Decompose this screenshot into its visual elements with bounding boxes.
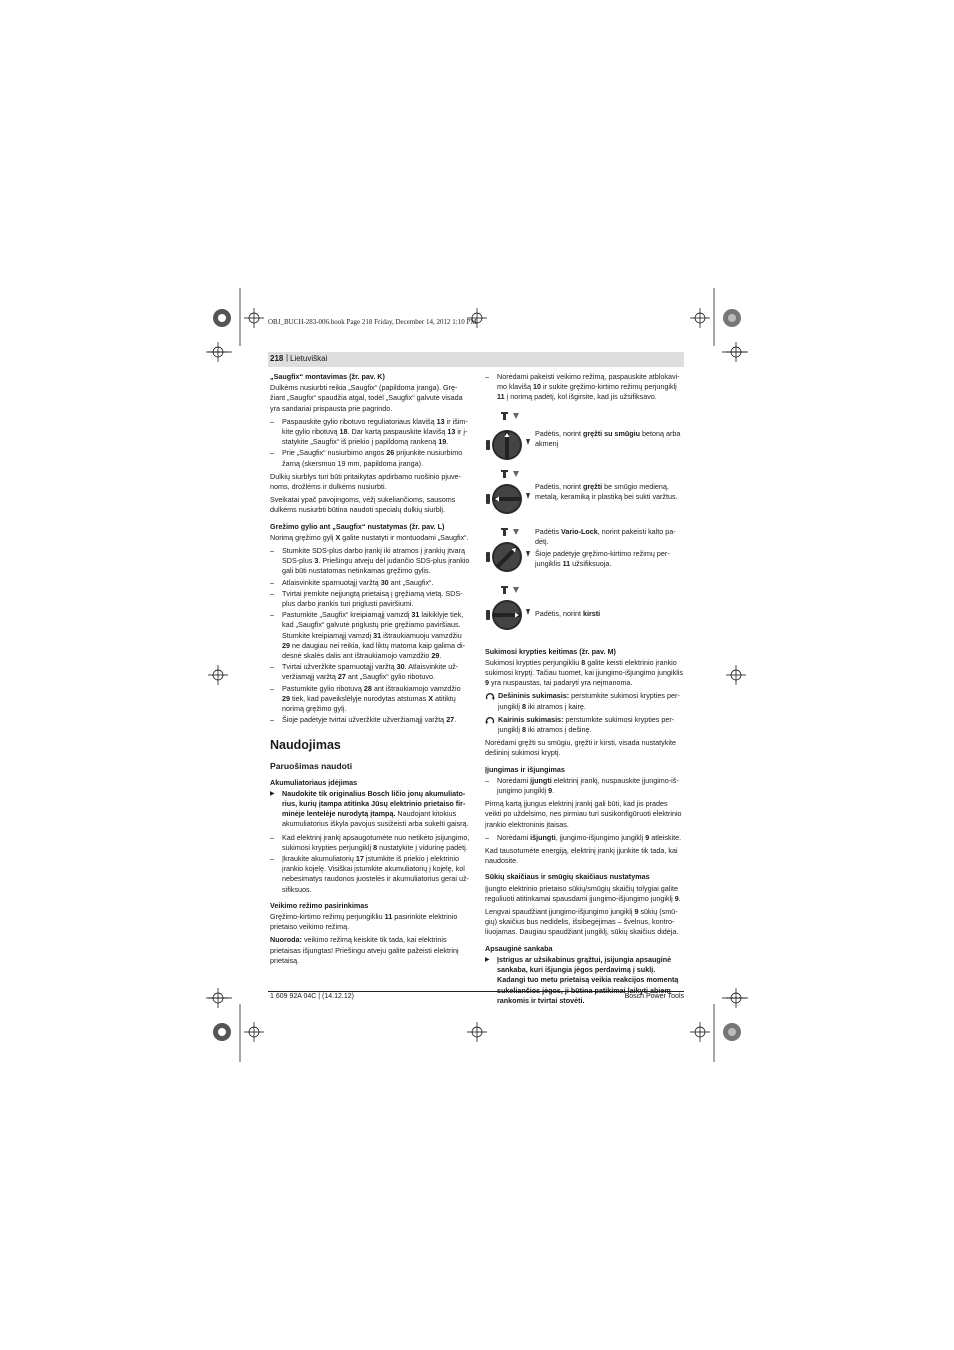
section-title: Akumuliatoriaus įdėjimas [270, 777, 358, 787]
mode-description: Šioje padėtyje gręžimo-kirtimo režimų perjungiklis 11 užsifiksuoja. [535, 548, 670, 568]
page-number: 218 [270, 354, 284, 363]
paragraph: Dulkėms nusiurbti reikia „Saugfix“ (papildoma įranga). Gręžiant „Saugfix“ spaudžia atgal, todėl „Saugfix“ galvutė visada yra sandariai prispausta prie pagrindo. [270, 383, 463, 413]
list-item: – Norėdami išjungti, įjungimo-išjungimo jungiklį 9 atleiskite. [485, 833, 685, 843]
section-title: Grežimo gylio ant „Saugfix“ nustatymas (žr. pav. L) [270, 521, 445, 531]
subchapter-heading: Paruošimas naudoti [270, 760, 353, 771]
mode-chisel [485, 583, 685, 639]
paragraph: Gręžimo-kirtimo režimų perjungikliu 11 pasirinkite elektrinio prietaiso veikimo režimą. [270, 911, 458, 932]
list-item: – Tvirtai įremkite neįjungtą prietaisą į gręžiamą vietą. SDS-plus darbo įrankis turi priglusti paviršiumi. [270, 589, 470, 609]
footer-right: Bosch Power Tools [624, 993, 684, 1000]
paragraph: Lengvai spaudžiant įjungimo-išjungimo jungiklį 9 sūkių (smūgių) skaičius bus nedidelis, išsibegėjimas – švelnus, kontroliuojamas. Daugiau spaudžiant jungiklį, sūkių skaičius didėja. [485, 907, 679, 937]
mode-selector-chisel-icon [485, 583, 533, 635]
rotation-left-item: Kairinis sukimasis: perstumkite sukimosi krypties perjungiklį 8 iki atramos į dešinę. [485, 715, 685, 735]
section-title: Sukimosi krypties keitimas (žr. pav. M) [485, 646, 616, 656]
list-item: – Šioje padėtyje tvirtai užveržkite užveržiamąjį varžtą 27. [270, 715, 470, 725]
mode-selector-drill-icon [485, 467, 533, 519]
list-item: – Paspauskite gylio ribotuvo reguliatoriaus klavišą 13 ir išimkite gylio ribotuvą 18. Dar kartą paspauskite klavišą 13 ir įstatykite „Saugfix“ iš priekio į papildomą rankeną 19. [270, 417, 470, 448]
section-title: Veikimo režimo pasirinkimas [270, 900, 369, 910]
list-item: – Pastumkite „Saugfix“ kreipiamąjį vamzdį 31 laikiklyje tiek, kad „Saugfix“ galvutė priglustų prie gręžiamo paviršiaus. Stumkite kreipiamąjį vamzdį 31 ištraukiamuoju vamzdžiu 29 ne daugiau nei reikia, kad liktų matoma kaip galima didesnė skalės dalis ant ištraukiamojo vamzdžio 29. [270, 610, 470, 661]
mode-description: Padėtis Vario-Lock, norint pakeisti kalto padėtį. [535, 526, 676, 546]
paragraph: Norėdami gręžti su smūgiu, gręžti ir kirsti, visada nustatykite dešininį sukimosi kryptį. [485, 738, 676, 758]
section-title: Įjungimas ir išjungimas [485, 764, 565, 774]
mode-drill [485, 467, 685, 523]
chapter-heading: Naudojimas [270, 737, 341, 752]
paragraph: Norimą gręžimo gylį X galite nustatyti ir montuodami „Saugfix“. [270, 532, 469, 542]
mode-description: Padėtis, norint gręžti su smūgiu betoną arba akmenį [535, 428, 681, 448]
registration-mark-bl [213, 1023, 231, 1041]
section-title: „Saugfix“ montavimas (žr. pav. K) [270, 372, 385, 381]
section-title: Sūkių skaičiaus ir smūgių skaičiaus nustatymas [485, 872, 650, 882]
list-item: – Tvirtai užveržkite sparnuotąjį varžtą 30. Atlaisvinkite užveržiamąjį varžtą 27 ant „Saugfix“ gylio ribotuvo. [270, 662, 470, 682]
rotation-right-item: Dešininis sukimasis: perstumkite sukimosi krypties perjungiklį 8 iki atramos į kairę. [485, 691, 685, 711]
left-column [270, 372, 470, 969]
registration-mark-br [723, 1023, 741, 1041]
list-item: – Pastumkite gylio ribotuvą 28 ant ištraukiamojo vamzdžio 29 tiek, kad paveikslėlyje nurodytas atstumas X atitiktų norimą gręžimo gylį. [270, 684, 470, 715]
paragraph: Pirmą kartą įjungus elektrinį įrankį gali būti, kad jis prades veikti po uždelsimo, nes pirmiau turi susikonfigūruoti elektrinio įrankio elektroninis įtaisas. [485, 799, 682, 829]
print-slug: OBJ_BUCH-283-006.book Page 218 Friday, December 14, 2012 1:10 PM [268, 318, 477, 326]
list-item: – Norėdami įjungti elektrinį įrankį, nuspauskite įjungimo-išjungimo jungiklį 9. [485, 776, 685, 796]
list-item: – Atlaisvinkite sparnuotąjį varžtą 30 ant „Saugfix“. [270, 578, 470, 588]
page-header [268, 352, 684, 367]
list-item: – Stumkite SDS-plus darbo įrankį iki atramos į įrankių įtvarą SDS-plus 3. Priešingu atveju dėl judančio SDS-plus įrankio gali būti nustatomas netinkamas gręžimo gylis. [270, 546, 470, 577]
mode-description: Padėtis, norint gręžti be smūgio medieną, metalą, keramiką ir plastiką bei sukti varžtus. [535, 481, 678, 501]
mode-description: Padėtis, norint kirsti [535, 608, 601, 618]
paragraph: Kad tausotumėte energiją, elektrinį įrankį įjunkite tik tada, kai naudosite. [485, 846, 678, 866]
warning-item: ▶ Naudokite tik originalius Bosch ličio jonų akumuliatorius, kurių įtampa atitinka Jūsų elektrinio prietaiso firminėje lentelėje nurodytą įtampą. Naudojant kitokius akumuliatorius iškyla pavojus susižeisti arba sukelti gaisrą. [270, 789, 470, 830]
paragraph: Įjungto elektrinio prietaiso sūkių/smūgių skaičių tolygiai galite reguliuoti atitinkamai spausdami įjungimo-išjungimo jungiklį 9. [485, 883, 681, 903]
mode-vario-lock [485, 525, 685, 581]
note-paragraph: Nuoroda: veikimo režimą keiskite tik tada, kai elektrinis prietaisas išjungtas! Priešingu atveju galite pažeisti elektrinį prietaisą. [270, 935, 459, 965]
paragraph: Dulkių siurblys turi būti pritaikytas apdirbamo ruošinio pjuvenoms, drožlėms ir dulkėms nusiurbti. [270, 471, 461, 492]
paragraph: Sveikatai ypač pavojingoms, vėžį sukeliančioms, sausoms dulkėms nusiurbti būtina naudoti specialų dulkių siurblį. [270, 495, 456, 515]
mode-selector-hammer-drill-icon [485, 409, 533, 461]
warning-item: ▶ Įstrigus ar užsikabinus grąžtui, įsijungia apsauginė sankaba, kuri išjungia jėgos perdavimą į suklį. Kadangi tuo metu prietaisą veikia reakcijos momentą sukeliančios jėgos, ji būtina patikimai laikyti abiem rankomis ir tvirtai stovėti. [485, 955, 685, 1006]
registration-mark-tr [723, 309, 741, 327]
mode-hammer-drill [485, 409, 685, 465]
rotation-left-icon [485, 716, 495, 725]
footer-left: 1 609 92A 04C | (14.12.12) [270, 993, 354, 1000]
footer-rule [268, 991, 684, 992]
list-item: – Prie „Saugfix“ nusiurbimo angos 26 prijunkite nusiurbimo žarną (skersmuo 19 mm, papildoma įranga). [270, 448, 470, 468]
registration-mark-tl [213, 309, 231, 327]
list-item: – Norėdami pakeisti veikimo režimą, paspauskite atblokavimo klavišą 10 ir sukite gręžimo-kirtimo režimų perjungiklį 11 į norimą padėtį, kol išgirsite, kad jis užsifiksavo. [485, 372, 685, 403]
paragraph: Sukimosi krypties perjungikliu 8 galite keisti elektrinio įrankio sukimosi kryptį. Tačiau tuomet, kai įjungimo-išjungimo jungiklis 9 yra nuspaustas, tai padaryti yra neįmanoma. [485, 657, 683, 688]
list-item: – Kad elektrinį įrankį apsaugotumėte nuo netikėto įsijungimo, sukimosi krypties perjungiklį 8 nustatykite į vidurinę padėtį. [270, 833, 470, 853]
header-separator: | [286, 353, 289, 362]
rotation-right-icon [485, 692, 495, 701]
header-language: Lietuviškai [290, 354, 328, 363]
right-column [485, 372, 685, 1009]
mode-selector-vario-lock-icon [485, 525, 533, 577]
section-title: Apsauginė sankaba [485, 943, 553, 953]
list-item: – Įkraukite akumuliatorių 17 įstumkite iš priekio į elektrinio įrankio kojelę. Visiškai įstumkite akumuliatorių į kojelę, kol nebesimatys raudonos juostelės ir akumuliatorius gerai užsifiksuos. [270, 854, 470, 895]
